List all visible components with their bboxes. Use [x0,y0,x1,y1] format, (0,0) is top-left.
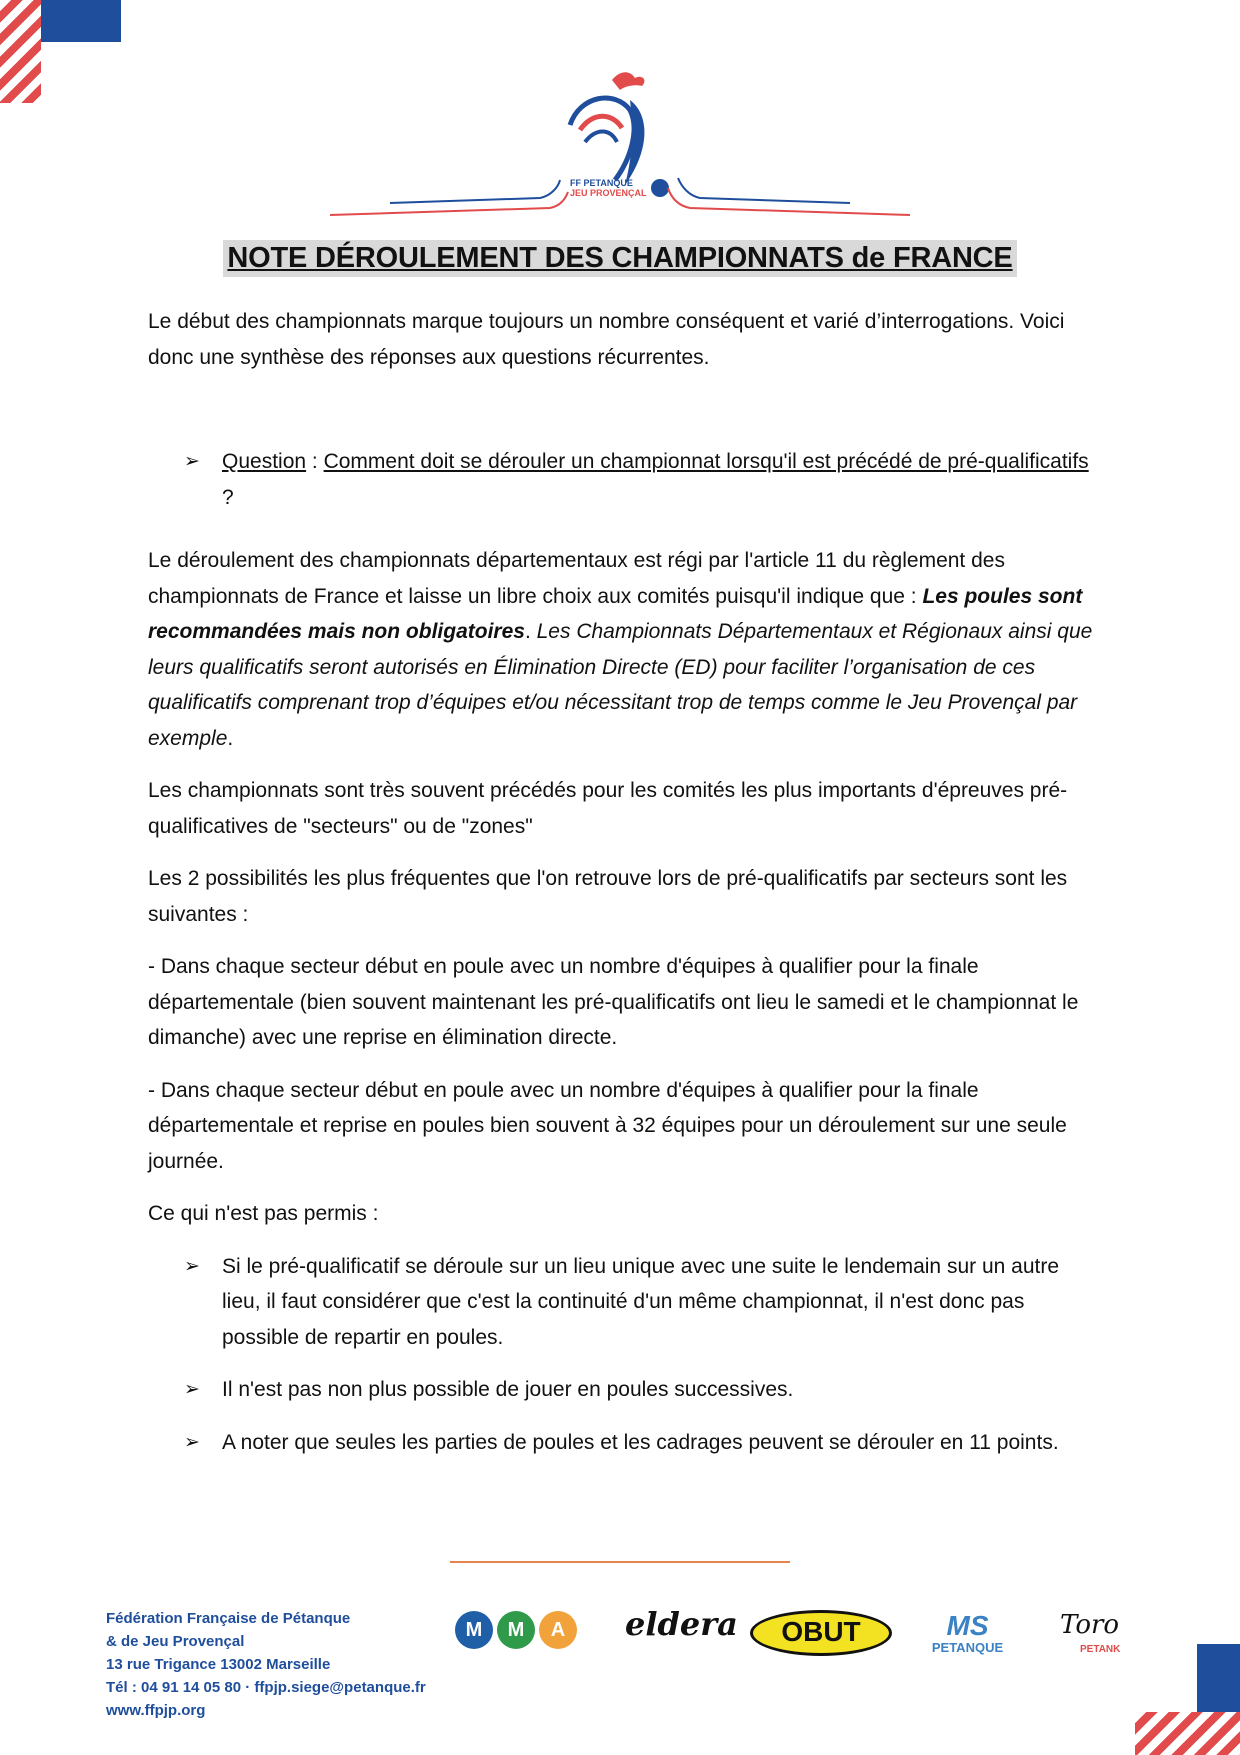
document-title: NOTE DÉROULEMENT DES CHAMPIONNATS de FRANCE [223,240,1016,277]
document-body [148,304,1098,1477]
paragraph-1-end: . [227,726,234,750]
paragraph-1-sep: . [524,620,537,643]
paragraph-5: - Dans chaque secteur début en poule avec un nombre d'équipes à qualifier pour la finale départementale et reprise en poules bien souvent à 32 équipes pour un déroulement sur une seule journée. [148,1078,1067,1173]
paragraph-2: Les championnats sont très souvent précédés pour les comités les plus importants d'épreuves pré-qualificatives de "secteurs" ou de "zones" [148,779,1068,838]
question-text: Comment doit se dérouler un championnat lorsqu'il est précédé de pré-qualificatifs [323,450,1089,473]
list-item [148,1249,1098,1356]
not-allowed-list [148,1249,1098,1461]
address-line: 13 rue Trigance 13002 Marseille [106,1656,331,1673]
list-item-text: Il n'est pas non plus possible de jouer en poules successives. [222,1378,794,1401]
question-item [148,444,1098,515]
arrow-bullet-icon: ➢ [184,451,200,472]
arrow-bullet-icon: ➢ [184,1379,200,1400]
toro-logo-mark: Toro [1060,1610,1120,1640]
address-line: www.ffpjp.org [106,1702,206,1719]
paragraph-1-emphasis: Les poules sont recommandées mais non obligatoires [148,584,1083,643]
intro-paragraph: Le début des championnats marque toujours un nombre conséquent et varié d’interrogations. Voici donc une synthèse des réponses aux questions récurrentes. [148,310,1065,369]
toro-logo-text: PETANK [1080,1644,1121,1655]
list-item [148,1425,1098,1461]
ms-logo-mark: MS [946,1610,989,1641]
paragraph-4: - Dans chaque secteur début en poule avec un nombre d'équipes à qualifier pour la finale départementale (bien souvent maintenant les pré-qualificatifs ont lieu le samedi et le championnat le dimanche) avec une reprise en élimination directe. [148,955,1079,1049]
obut-logo: OBUT [750,1610,892,1656]
logo-caption [570,178,647,198]
paragraph-3: Les 2 possibilités les plus fréquentes que l'on retrouve lors de pré-qualificatifs par secteurs sont les suivantes : [148,867,1068,926]
spacer [148,392,1098,444]
paragraph-article-11 [148,543,1098,756]
list-item-text: A noter que seules les parties de poules et les cadrages peuvent se dérouler en 11 points. [222,1430,1059,1454]
ms-logo-text: PETANQUE [931,1640,1004,1655]
title-container [0,240,1240,277]
mma-logo [455,1611,587,1653]
logo-line-2: JEU PROVENÇAL [570,188,647,198]
question-label: Question [222,450,307,473]
corner-decoration-stripes [1135,1712,1240,1755]
toro-petank-logo [1060,1610,1140,1660]
list-item [148,1372,1098,1408]
question-separator: : [306,450,324,473]
address-line: & de Jeu Provençal [106,1633,245,1650]
footer-divider [450,1561,790,1563]
arrow-bullet-icon: ➢ [184,1431,200,1453]
mma-letter: M [497,1611,535,1649]
footer-address [106,1607,426,1722]
logo-line-1: FF PETANQUE [570,178,633,188]
list-item-text: Si le pré-qualificatif se déroule sur un lieu unique avec une suite le lendemain sur un autre lieu, il faut considérer que c'est la continuité d'un même championnat, il n'est donc pas possible de repartir en poules. [222,1254,1060,1349]
paragraph-1-start: Le déroulement des championnats départementaux est régi par l'article 11 du règlement des championnats de France et laisse un libre choix aux comités puisqu'il indique que : [148,549,1005,608]
paragraph-6: Ce qui n'est pas permis : [148,1202,379,1225]
ffpjp-logo [330,70,910,220]
address-line: Tél : 04 91 14 05 80 · ffpjp.siege@petanque.fr [106,1679,426,1696]
ms-petanque-logo [920,1612,1015,1660]
mma-letter: M [455,1611,493,1649]
arrow-bullet-icon: ➢ [184,1255,200,1277]
address-line: Fédération Française de Pétanque [106,1610,351,1627]
paragraph-1-italic: Les Championnats Départementaux et Régionaux ainsi que leurs qualificatifs seront autorisés en Élimination Directe (ED) pour faciliter l’organisation de ces qualificatifs comprenant trop d’équipes et/ou nécessitant trop de temps comme le Jeu Provençal par exemple [148,620,1093,750]
question-end: ? [222,485,234,509]
corner-decoration-stripes [0,0,41,103]
mma-letter: A [539,1611,577,1649]
eldera-logo: eldera [625,1605,738,1643]
